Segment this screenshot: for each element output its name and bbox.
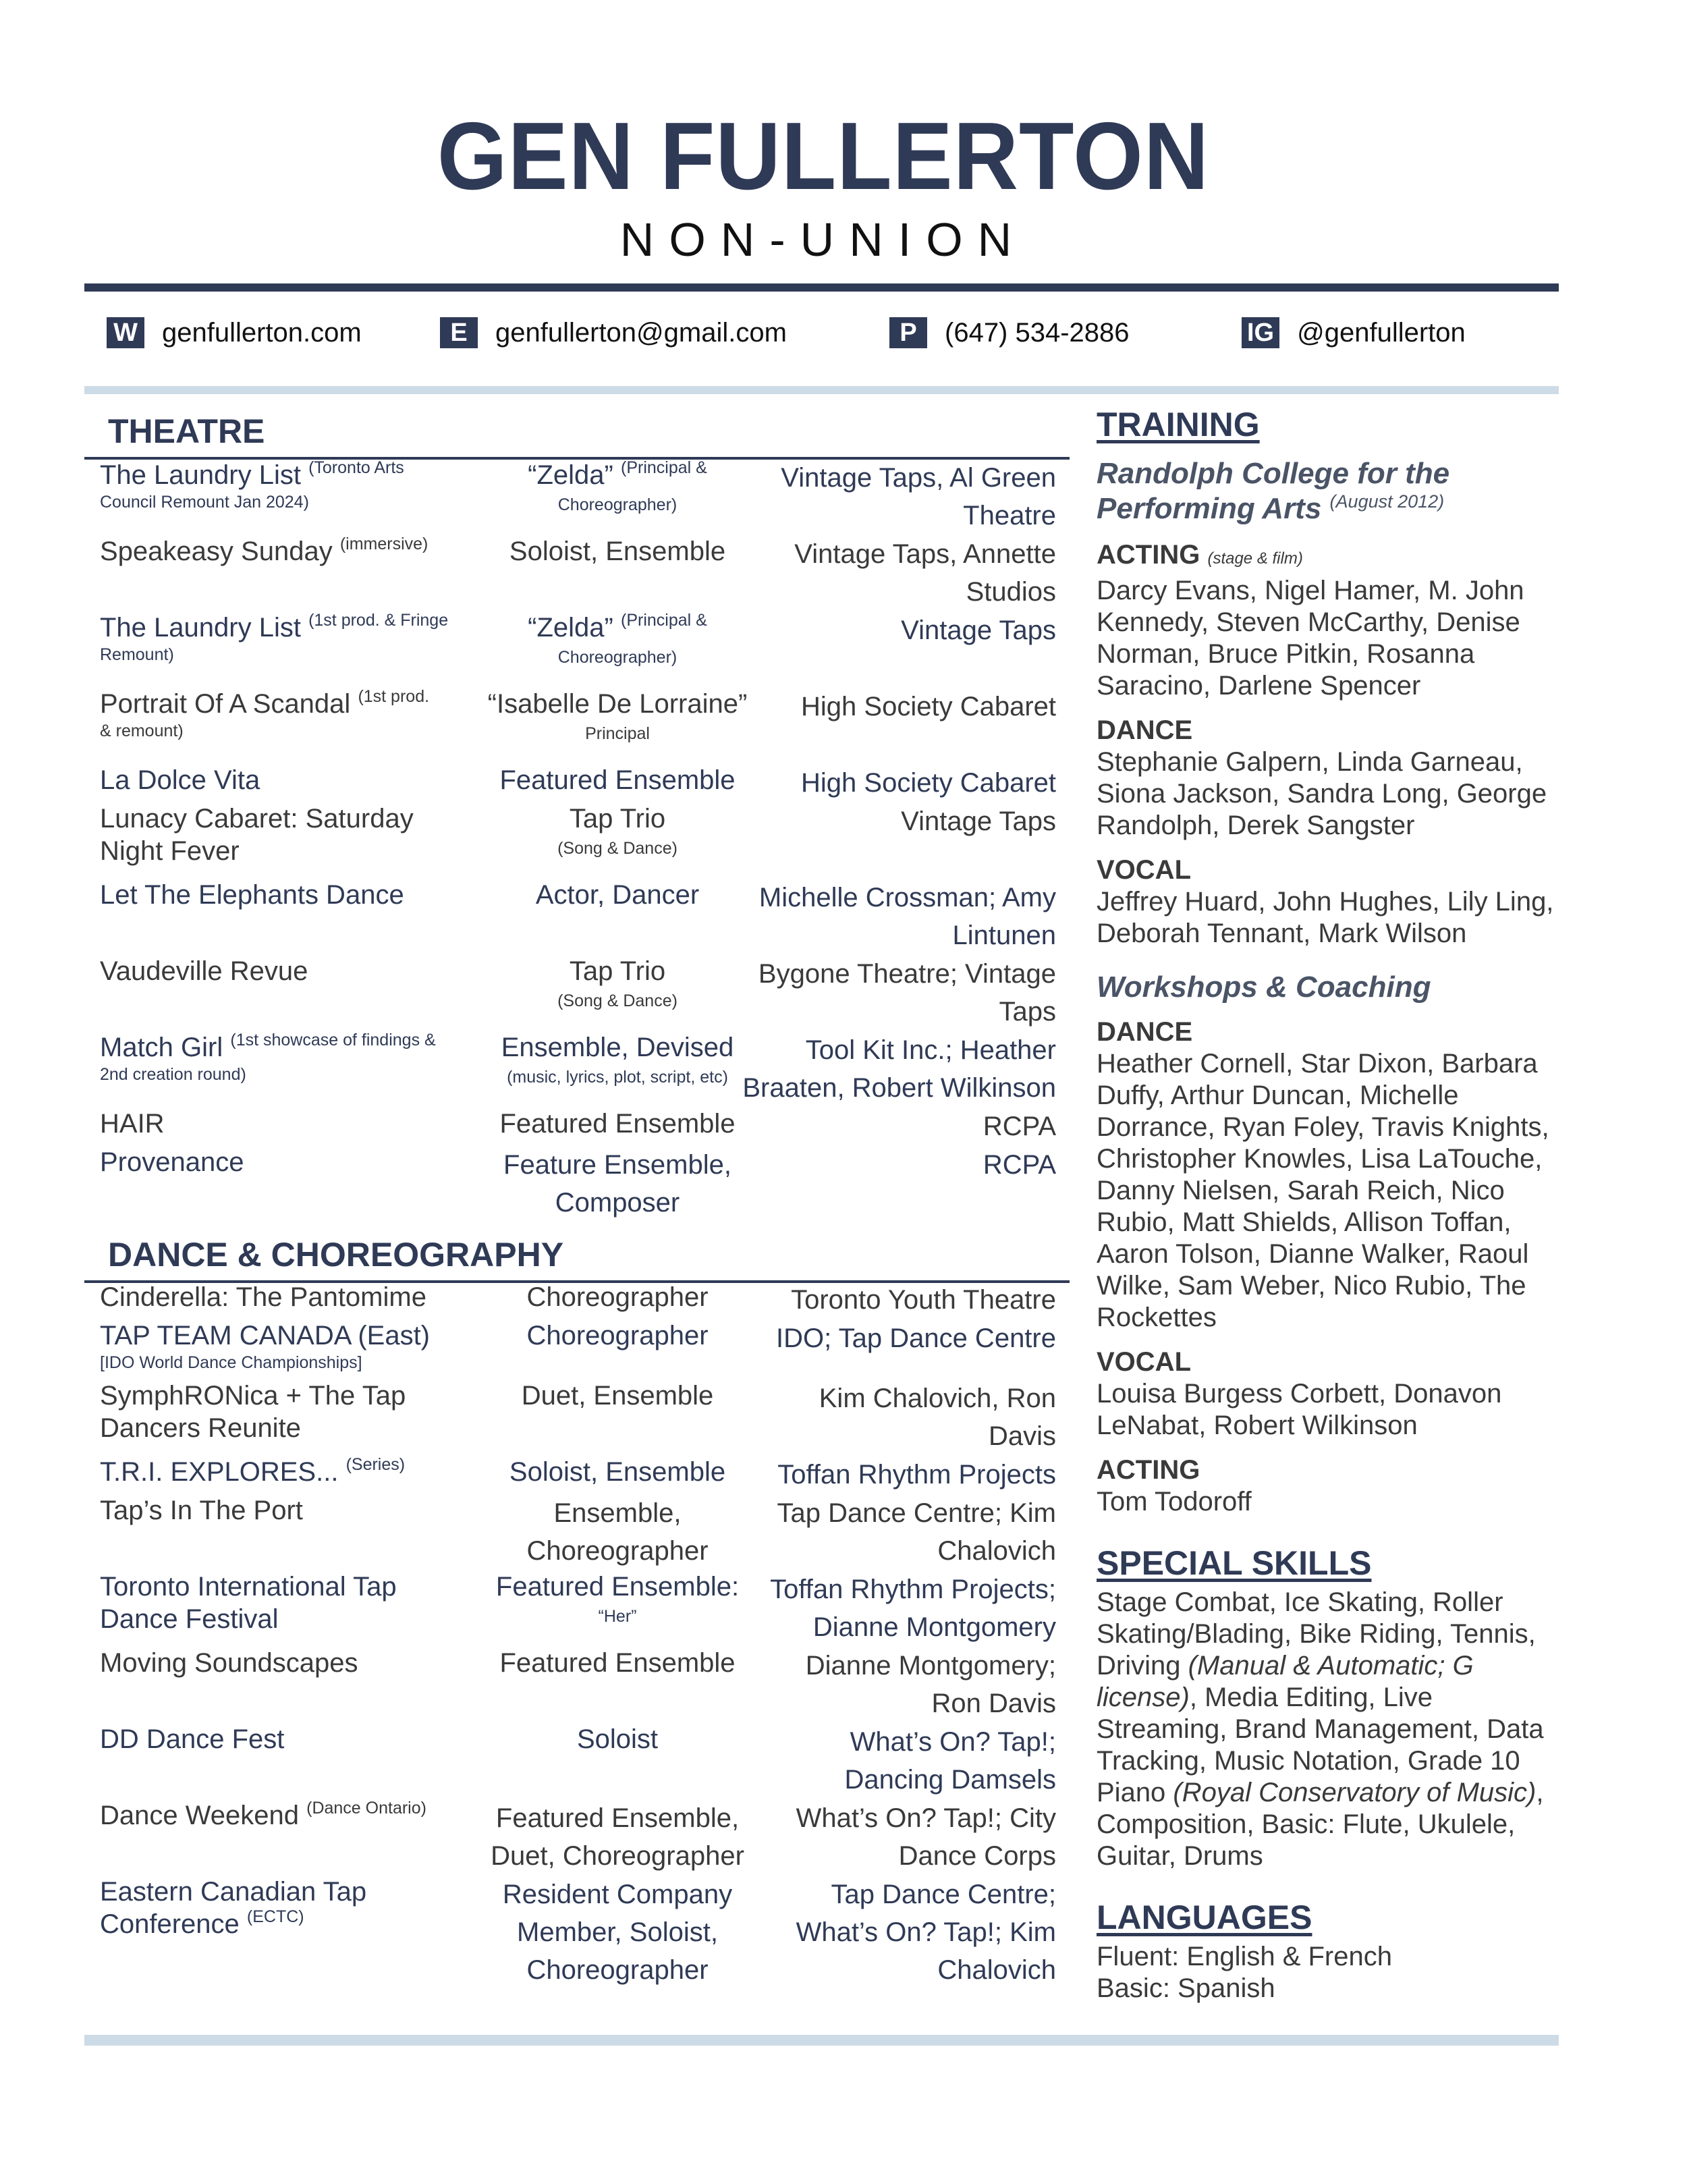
company: Bygone Theatre; Vintage Taps xyxy=(758,959,1056,1027)
acting-note: (stage & film) xyxy=(1207,549,1303,568)
training-vocal-list: Jeffrey Huard, John Hughes, Lily Ling, Deborah Tennant, Mark Wilson xyxy=(1097,887,1554,948)
company: Vintage Taps, Annette Studios xyxy=(794,539,1056,607)
contact-phone[interactable] xyxy=(889,317,1130,348)
company: Vintage Taps xyxy=(901,807,1056,836)
role: “Zelda” xyxy=(528,460,613,490)
instagram-text[interactable]: @genfullerton xyxy=(1297,317,1466,348)
workshops-vocal-list: Louisa Burgess Corbett, Donavon LeNabat, Robert Wilkinson xyxy=(1097,1379,1502,1440)
role-subnote: (Song & Dance) xyxy=(557,839,677,858)
role-note: (Principal & xyxy=(621,458,707,477)
production-title: TAP TEAM CANADA (East) xyxy=(100,1321,431,1350)
role: Soloist xyxy=(576,1724,659,1754)
production-title: The Laundry List xyxy=(100,613,301,643)
role: Soloist, Ensemble xyxy=(509,1457,726,1487)
production-subnote: & remount) xyxy=(100,721,184,740)
production-subnote: Remount) xyxy=(100,645,174,664)
company: IDO; Tap Dance Centre xyxy=(775,1323,1056,1353)
contact-email[interactable] xyxy=(440,317,787,348)
training-dance-label: DANCE xyxy=(1097,715,1193,745)
role: Feature Ensemble, Composer xyxy=(503,1150,731,1218)
production-note: (immersive) xyxy=(339,535,428,553)
right-column xyxy=(1097,405,1569,2004)
role: Ensemble, Choreographer xyxy=(526,1498,709,1566)
company: What’s On? Tap!; Dancing Damsels xyxy=(844,1727,1056,1795)
skills-heading: SPECIAL SKILLS xyxy=(1097,1544,1372,1582)
role: Featured Ensemble xyxy=(499,765,736,795)
production-note: (Toronto Arts xyxy=(308,458,404,477)
role: Actor, Dancer xyxy=(535,880,700,910)
contact-bar xyxy=(0,317,1687,364)
resume-name: GEN FULLERTON xyxy=(437,103,1210,210)
skills-list xyxy=(1097,1587,1569,1872)
production-subnote: Council Remount Jan 2024) xyxy=(100,493,309,512)
role: Soloist, Ensemble xyxy=(509,537,726,566)
company: RCPA xyxy=(983,1150,1056,1180)
footer-divider xyxy=(84,2035,1559,2046)
skills-text-1: Stage Combat, Ice Skating, Roller Skating/Blading, Bike Riding, Tennis, Driving xyxy=(1097,1587,1536,1681)
role: Ensemble, Devised xyxy=(501,1033,734,1062)
production-title: Toronto International Tap Dance Festival xyxy=(100,1572,397,1634)
production-title: Cinderella: The Pantomime xyxy=(100,1282,426,1312)
company: Dianne Montgomery; Ron Davis xyxy=(805,1651,1056,1718)
skills-note-1: (Manual & Automatic; G license) xyxy=(1097,1651,1474,1712)
phone-icon: P xyxy=(889,317,927,348)
workshops-vocal-label: VOCAL xyxy=(1097,1347,1191,1377)
training-acting-list: Darcy Evans, Nigel Hamer, M. John Kennedy, Steven McCarthy, Denise Norman, Bruce Pitkin, Rosanna Saracino, Darlene Spencer xyxy=(1097,576,1524,701)
school-date: (August 2012) xyxy=(1329,491,1445,512)
school-title: Randolph College for the Performing Arts xyxy=(1097,457,1450,525)
training-heading: TRAINING xyxy=(1097,406,1260,443)
role-subnote: (music, lyrics, plot, script, etc) xyxy=(507,1068,728,1087)
website-icon: W xyxy=(107,317,144,348)
company: Kim Chalovich, Ron Davis xyxy=(819,1384,1056,1451)
skills-text-2: , Media Editing, Live Streaming, Brand Management, Data Tracking, Music Notation, Grade 10 Piano xyxy=(1097,1683,1544,1807)
company: High Society Cabaret xyxy=(801,768,1056,798)
production-title: DD Dance Fest xyxy=(100,1724,285,1754)
production-note: (1st prod. & Fringe xyxy=(308,611,449,630)
workshops-dance-list: Heather Cornell, Star Dixon, Barbara Duffy, Arthur Duncan, Michelle Dorrance, Ryan Foley, Travis Knights, Christopher Knowles, Lisa LaTouche, Danny Nielsen, Sarah Reich, Nico Rubio, Matt Shields, Allison Toffan, Aaron Tolson, Dianne Walker, Raoul Wilke, Sam Weber, Nico Rubio, The Rockettes xyxy=(1097,1049,1549,1332)
production-note: (Series) xyxy=(345,1455,406,1474)
role: “Zelda” xyxy=(528,613,613,643)
languages-fluent: Fluent: English & French xyxy=(1097,1942,1392,1971)
email-icon: E xyxy=(440,317,478,348)
role-subnote: Choreographer) xyxy=(557,495,677,514)
production-subnote: 2nd creation round) xyxy=(100,1065,246,1084)
skills-text-3: , Composition, Basic: Flute, Ukulele, Guitar, Drums xyxy=(1097,1778,1544,1871)
production-title: Moving Soundscapes xyxy=(100,1648,358,1678)
production-title: T.R.I. EXPLORES... xyxy=(100,1457,339,1487)
role-subnote: Principal xyxy=(585,724,650,743)
production-title: Dance Weekend xyxy=(100,1801,299,1830)
role: Tap Trio xyxy=(569,804,666,834)
role: Featured Ensemble: xyxy=(495,1572,740,1602)
production-title: HAIR xyxy=(100,1109,165,1139)
theatre-heading: THEATRE xyxy=(108,412,265,450)
production-title: Provenance xyxy=(100,1147,244,1177)
company: Tap Dance Centre; Kim Chalovich xyxy=(777,1498,1056,1566)
company: Toffan Rhythm Projects; Dianne Montgomery xyxy=(770,1575,1056,1642)
production-subnote: [IDO World Dance Championships] xyxy=(100,1353,362,1372)
company: Tap Dance Centre; What’s On? Tap!; Kim Chalovich xyxy=(796,1880,1056,1985)
contact-divider xyxy=(84,386,1559,394)
production-title: Vaudeville Revue xyxy=(100,956,308,986)
contact-instagram[interactable] xyxy=(1242,317,1466,348)
company: RCPA xyxy=(983,1112,1056,1141)
languages-heading: LANGUAGES xyxy=(1097,1899,1312,1936)
contact-website[interactable] xyxy=(107,317,362,348)
workshops-dance-label: DANCE xyxy=(1097,1017,1193,1047)
acting-label: ACTING xyxy=(1097,540,1200,570)
workshops-heading: Workshops & Coaching xyxy=(1097,971,1431,1004)
website-text[interactable]: genfullerton.com xyxy=(162,317,362,348)
school-name xyxy=(1097,456,1569,526)
production-note: (Dance Ontario) xyxy=(306,1799,426,1818)
role: Featured Ensemble xyxy=(499,1109,736,1139)
dance-heading: DANCE & CHOREOGRAPHY xyxy=(108,1236,564,1274)
production-note: (1st showcase of findings & xyxy=(230,1031,436,1049)
company: Toronto Youth Theatre xyxy=(791,1285,1056,1315)
phone-text[interactable]: (647) 534-2886 xyxy=(945,317,1130,348)
role-subnote: (Song & Dance) xyxy=(557,991,677,1010)
production-title: Portrait Of A Scandal xyxy=(100,689,351,719)
role: Choreographer xyxy=(526,1321,709,1350)
production-title: Let The Elephants Dance xyxy=(100,880,404,910)
company: Michelle Crossman; Amy Lintunen xyxy=(758,883,1056,950)
company: Vintage Taps, Al Green Theatre xyxy=(781,463,1056,530)
role-subnote: Choreographer) xyxy=(557,648,677,667)
company: Toffan Rhythm Projects xyxy=(777,1460,1056,1490)
production-title: Lunacy Cabaret: Saturday Night Fever xyxy=(100,804,414,866)
production-title: Tap’s In The Port xyxy=(100,1496,303,1525)
role: “Isabelle De Lorraine” xyxy=(487,689,748,719)
production-note: (ECTC) xyxy=(246,1907,304,1926)
skills-note-2: (Royal Conservatory of Music) xyxy=(1173,1778,1537,1807)
role-subnote: “Her” xyxy=(598,1607,637,1626)
role: Tap Trio xyxy=(569,956,666,986)
role: Duet, Ensemble xyxy=(521,1381,714,1411)
email-text[interactable]: genfullerton@gmail.com xyxy=(495,317,787,348)
production-title: La Dolce Vita xyxy=(100,765,260,795)
role: Featured Ensemble, Duet, Choreographer xyxy=(491,1803,744,1871)
production-title: The Laundry List xyxy=(100,460,301,490)
company: Tool Kit Inc.; Heather Braaten, Robert Wilkinson xyxy=(742,1035,1056,1103)
production-title: Match Girl xyxy=(100,1033,223,1062)
role: Choreographer xyxy=(526,1282,709,1312)
production-title: Eastern Canadian Tap Conference xyxy=(100,1877,367,1939)
training-dance-list: Stephanie Galpern, Linda Garneau, Siona Jackson, Sandra Long, George Randolph, Derek Sangster xyxy=(1097,747,1547,840)
languages-basic: Basic: Spanish xyxy=(1097,1973,1275,2003)
company: High Society Cabaret xyxy=(801,692,1056,721)
training-vocal-label: VOCAL xyxy=(1097,855,1191,885)
training-acting-label xyxy=(1097,539,1569,575)
production-title: SymphRONica + The Tap Dancers Reunite xyxy=(100,1381,406,1443)
role: Resident Company Member, Soloist, Choreographer xyxy=(502,1880,733,1985)
role-note: (Principal & xyxy=(621,611,707,630)
production-note: (1st prod. xyxy=(358,687,430,706)
union-status: NON-UNION xyxy=(619,213,1027,266)
header-divider xyxy=(84,283,1559,292)
role: Featured Ensemble xyxy=(499,1648,736,1678)
production-title: Speakeasy Sunday xyxy=(100,537,333,566)
instagram-icon: IG xyxy=(1242,317,1279,348)
workshops-acting-label: ACTING xyxy=(1097,1455,1200,1485)
company: Vintage Taps xyxy=(901,616,1056,645)
company: What’s On? Tap!; City Dance Corps xyxy=(796,1803,1056,1871)
workshops-acting-list: Tom Todoroff xyxy=(1097,1487,1252,1517)
